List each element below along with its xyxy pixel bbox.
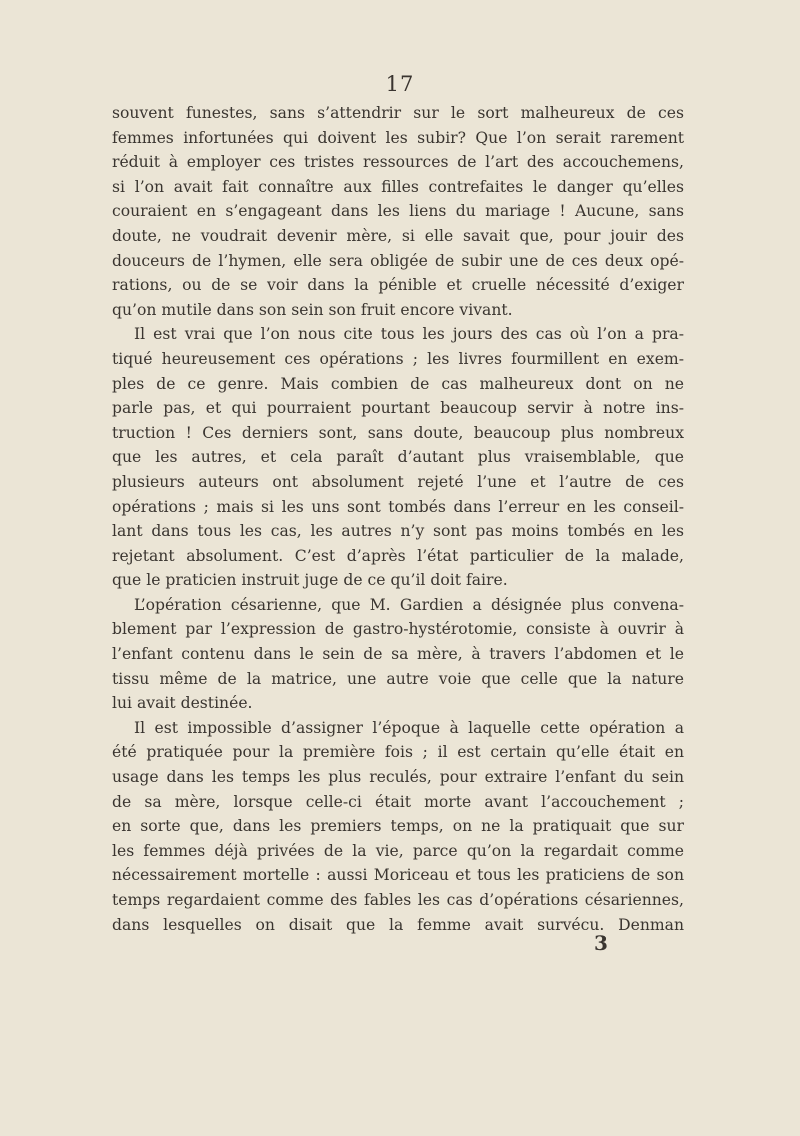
- text-line: usage dans les temps les plus reculés, pour extraire l’enfant du sein: [112, 768, 684, 787]
- text-line: qu’on mutile dans son sein son fruit encore vivant.: [112, 300, 513, 319]
- text-line: souvent funestes, sans s’attendrir sur le sort malheureux de ces: [112, 104, 684, 122]
- text-line: femmes infortunées qui doivent les subir? Que l’on serait rarement: [112, 128, 684, 147]
- text-line: les femmes déjà privées de la vie, parce qu’on la regardait comme: [112, 841, 684, 860]
- text-line: plusieurs auteurs ont absolument rejeté l’une et l’autre de ces: [112, 472, 684, 491]
- text-line: ples de ce genre. Mais combien de cas malheureux dont on ne: [112, 374, 684, 393]
- text-line: l’enfant contenu dans le sein de sa mère, à travers l’abdomen et le: [112, 645, 684, 664]
- text-line: doute, ne voudrait devenir mère, si elle savait que, pour jouir des: [112, 226, 684, 245]
- text-line: opérations ; mais si les uns sont tombés dans l’erreur en les conseil-: [112, 497, 684, 516]
- paragraph-start-line: L’opération césarienne, que M. Gardien a désignée plus convena-: [134, 595, 684, 614]
- text-line: dans lesquelles on disait que la femme avait survécu. Denman: [112, 915, 684, 934]
- text-line: rejetant absolument. C’est d’après l’état particulier de la malade,: [112, 546, 684, 565]
- paragraph-start-line: Il est impossible d’assigner l’époque à laquelle cette opération a: [134, 718, 684, 737]
- text-line: lui avait destinée.: [112, 694, 253, 713]
- text-line: nécessairement mortelle : aussi Moriceau et tous les praticiens de son: [112, 866, 684, 885]
- body-text: [112, 101, 684, 937]
- text-line: que le praticien instruit juge de ce qu’il doit faire.: [112, 571, 508, 590]
- paragraph-start-line: Il est vrai que l’on nous cite tous les jours des cas où l’on a pra-: [134, 325, 684, 344]
- text-line: tissu même de la matrice, une autre voie que celle que la nature: [112, 669, 684, 688]
- text-line: douceurs de l’hymen, elle sera obligée de subir une de ces deux opé-: [112, 251, 684, 270]
- text-line: rations, ou de se voir dans la pénible et cruelle nécessité d’exiger: [112, 276, 684, 295]
- text-line: de sa mère, lorsque celle-ci était morte avant l’accouchement ;: [112, 792, 684, 811]
- text-line: truction ! Ces derniers sont, sans doute, beaucoup plus nombreux: [112, 423, 684, 442]
- signature-mark: 3: [594, 931, 608, 955]
- text-line: tiqué heureusement ces opérations ; les livres fourmillent en exem-: [112, 349, 684, 368]
- text-line: en sorte que, dans les premiers temps, on ne la pratiquait que sur: [112, 817, 684, 836]
- page-number: 17: [385, 72, 415, 96]
- text-line: parle pas, et qui pourraient pourtant beaucoup servir à notre ins-: [112, 399, 684, 418]
- text-line: couraient en s’engageant dans les liens du mariage ! Aucune, sans: [112, 202, 684, 221]
- text-line: que les autres, et cela paraît d’autant plus vraisemblable, que: [112, 448, 684, 467]
- text-line: blement par l’expression de gastro-hystérotomie, consiste à ouvrir à: [112, 620, 684, 639]
- text-line: été pratiquée pour la première fois ; il est certain qu’elle était en: [112, 743, 684, 762]
- text-line: lant dans tous les cas, les autres n’y sont pas moins tombés en les: [112, 522, 684, 541]
- text-line: temps regardaient comme des fables les cas d’opérations césariennes,: [112, 891, 684, 909]
- text-line: si l’on avait fait connaître aux filles contrefaites le danger qu’elles: [112, 177, 684, 196]
- text-line: réduit à employer ces tristes ressources de l’art des accouchemens,: [112, 153, 684, 172]
